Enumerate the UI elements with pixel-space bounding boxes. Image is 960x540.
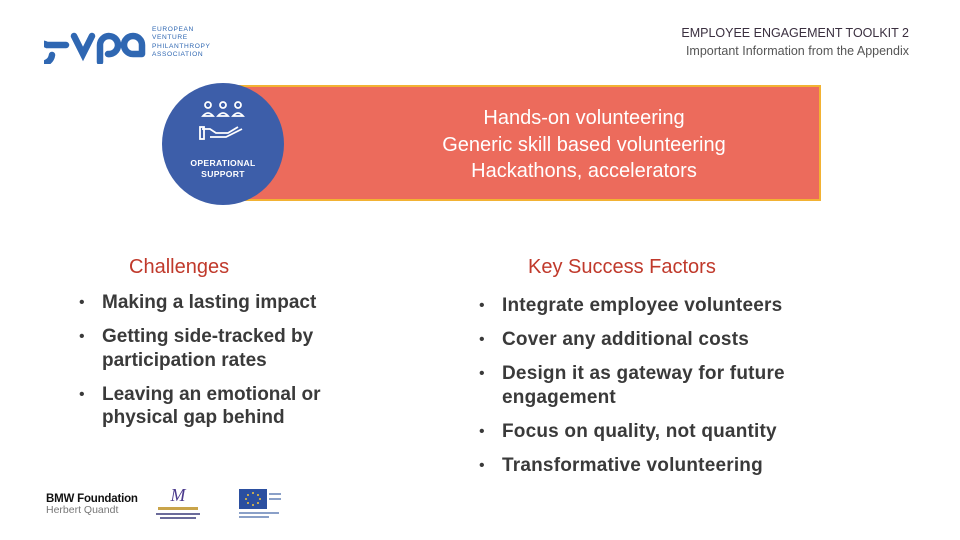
evpa-wordmark-icon [44, 24, 148, 64]
success-factors-list [476, 294, 856, 488]
list-item: • Transformative volunteering [476, 454, 856, 478]
evpa-logo-text: EUROPEAN VENTURE PHILANTHROPY ASSOCIATION [152, 26, 211, 59]
banner-line: Hackathons, accelerators [471, 160, 697, 182]
people-hand-icon [198, 99, 248, 149]
challenges-heading: Challenges [129, 256, 230, 278]
eu-flag-logo-icon [237, 487, 283, 519]
operational-support-badge [162, 83, 284, 205]
list-item: • Leaving an emotional or physical gap behind [76, 383, 376, 430]
toolkit-title: EMPLOYEE ENGAGEMENT TOOLKIT 2 [681, 26, 909, 40]
banner-list [349, 105, 819, 185]
challenges-list [76, 291, 376, 440]
list-item: • Integrate employee volunteers [476, 294, 856, 318]
toolkit-subtitle: Important Information from the Appendix [685, 44, 909, 58]
operational-support-banner [227, 85, 821, 201]
evpa-logo [44, 24, 214, 66]
mcs-foundation-logo-icon [152, 485, 204, 521]
list-item: • Design it as gateway for future engagement [476, 362, 856, 409]
bmw-foundation-logo: BMW Foundation Herbert Quandt [46, 493, 138, 516]
banner-line: Hands-on volunteering [483, 107, 685, 129]
key-success-factors-heading: Key Success Factors [528, 256, 716, 278]
svg-text:M: M [170, 485, 186, 505]
list-item: • Cover any additional costs [476, 328, 856, 352]
list-item: • Getting side-tracked by participation rates [76, 325, 376, 372]
list-item: • Focus on quality, not quantity [476, 420, 856, 444]
list-item: • Making a lasting impact [76, 291, 376, 315]
banner-line: Generic skill based volunteering [442, 133, 726, 156]
badge-label: OPERATIONAL SUPPORT [190, 158, 256, 179]
